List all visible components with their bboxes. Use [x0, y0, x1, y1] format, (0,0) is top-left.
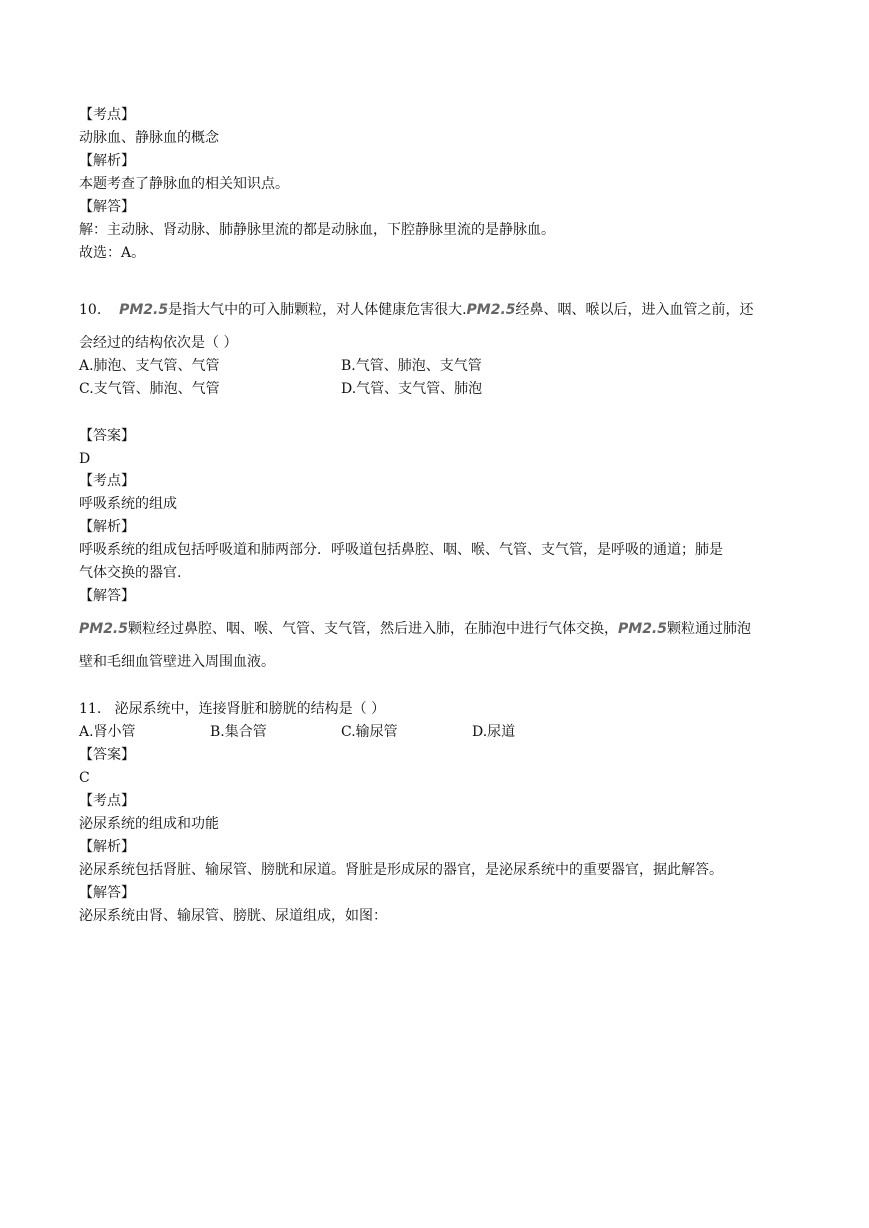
jieda-text: 泌尿系统由肾、输尿管、膀胱、尿道组成，如图： — [79, 908, 387, 924]
section-heading-kaodian: 【考点】 — [79, 793, 135, 809]
pm25-glyph: PM2.5 — [79, 621, 128, 637]
jieda-text-line1: PM2.5颗粒经过鼻腔、咽、喉、气管、支气管，然后进入肺，在肺泡中进行气体交换，PM2.5颗粒通过肺泡 — [79, 621, 751, 637]
option-c: C.输尿管 — [341, 724, 398, 740]
jiexi-text-line2: 气体交换的器官. — [79, 565, 182, 581]
kaodian-text: 泌尿系统的组成和功能 — [79, 816, 219, 832]
option-d: D.气管、支气管、肺泡 — [341, 381, 483, 397]
section-heading-daan: 【答案】 — [79, 747, 135, 763]
section-heading-kaodian: 【考点】 — [79, 107, 135, 123]
jieda-text: 解：主动脉、肾动脉、肺静脉里流的都是动脉血，下腔静脉里流的是静脉血。 — [79, 222, 555, 238]
jieda-text-line2: 壁和毛细血管壁进入周围血液。 — [79, 654, 275, 670]
answer-value: C — [79, 770, 90, 786]
pm25-glyph: PM2.5 — [466, 302, 516, 318]
question-10-stem-line1: 10. PM2.5是指大气中的可入肺颗粒，对人体健康危害很大.PM2.5经鼻、咽、喉以后，进入血管之前，还 — [79, 302, 754, 318]
section-heading-jieda: 【解答】 — [79, 588, 135, 604]
jiexi-text-line1: 呼吸系统的组成包括呼吸道和肺两部分．呼吸道包括鼻腔、咽、喉、气管、支气管，是呼吸的通道；肺是 — [79, 542, 723, 558]
option-a: A.肺泡、支气管、气管 — [79, 358, 220, 374]
section-heading-kaodian: 【考点】 — [79, 473, 135, 489]
pm25-glyph: PM2.5 — [119, 302, 169, 318]
question-number: 11. — [79, 701, 102, 717]
kaodian-text: 动脉血、静脉血的概念 — [79, 130, 219, 146]
option-a: A.肾小管 — [79, 724, 136, 740]
question-number: 10. — [79, 302, 102, 318]
pm25-glyph: PM2.5 — [618, 621, 667, 637]
section-heading-jieda: 【解答】 — [79, 199, 135, 215]
jiexi-text: 泌尿系统包括肾脏、输尿管、膀胱和尿道。肾脏是形成尿的器官，是泌尿系统中的重要器官，据此解答。 — [79, 862, 723, 878]
kaodian-text: 呼吸系统的组成 — [79, 496, 177, 512]
section-heading-jiexi: 【解析】 — [79, 519, 135, 535]
jieda-answer-line: 故选：A。 — [79, 245, 146, 261]
option-b: B.集合管 — [210, 724, 267, 740]
section-heading-daan: 【答案】 — [79, 428, 135, 444]
section-heading-jieda: 【解答】 — [79, 885, 135, 901]
section-heading-jiexi: 【解析】 — [79, 153, 135, 169]
option-c: C.支气管、肺泡、气管 — [79, 381, 220, 397]
jiexi-text: 本题考查了静脉血的相关知识点。 — [79, 176, 289, 192]
question-10-stem-line2: 会经过的结构依次是（ ） — [79, 335, 238, 351]
section-heading-jiexi: 【解析】 — [79, 839, 135, 855]
option-b: B.气管、肺泡、支气管 — [341, 358, 482, 374]
question-11-stem: 11. 泌尿系统中，连接肾脏和膀胱的结构是（ ） — [79, 701, 386, 717]
option-d: D.尿道 — [472, 724, 516, 740]
answer-value: D — [79, 451, 91, 467]
